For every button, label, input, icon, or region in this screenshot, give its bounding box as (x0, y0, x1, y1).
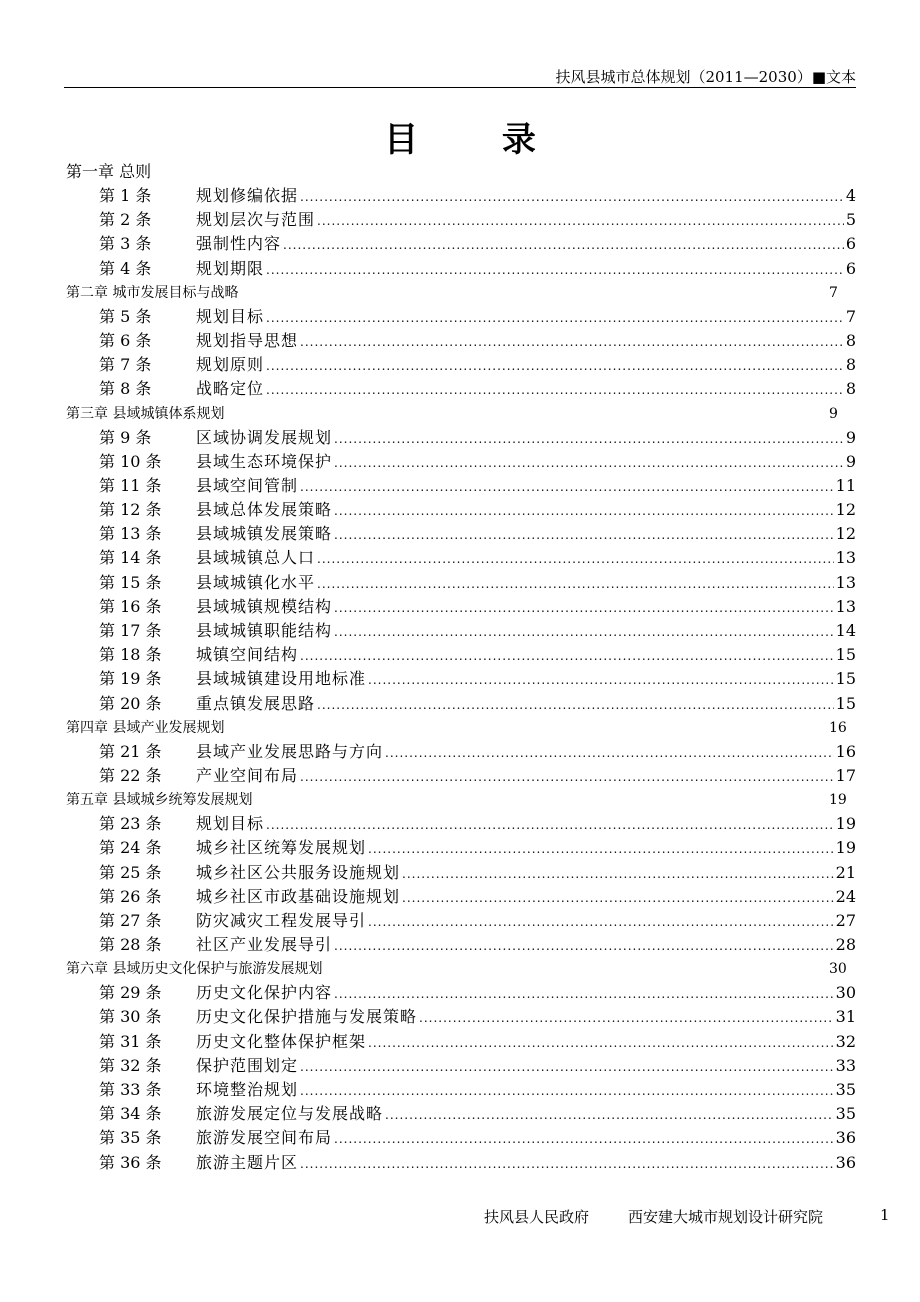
article-entry (196, 1005, 856, 1030)
dot-leader (300, 185, 844, 209)
article-number: 第 14 条 (99, 548, 162, 568)
header-rule (64, 87, 856, 88)
article-number: 第 10 条 (99, 451, 162, 471)
toc-article[interactable] (66, 643, 856, 667)
toc-article[interactable] (66, 1151, 856, 1175)
article-page-number: 16 (835, 741, 856, 761)
article-entry (196, 1151, 856, 1176)
article-entry (196, 184, 856, 209)
article-title: 县域产业发展思路与方向 (196, 741, 384, 761)
article-number: 第 6 条 (99, 330, 152, 350)
dot-leader (385, 741, 834, 765)
article-entry (196, 450, 856, 475)
article-number: 第 11 条 (99, 475, 162, 495)
article-page-number: 28 (835, 935, 856, 955)
dot-leader (368, 1031, 834, 1055)
article-title: 环境整治规划 (196, 1080, 299, 1099)
article-number: 第 21 条 (99, 741, 162, 761)
article-number: 第 29 条 (99, 983, 162, 1003)
toc-article[interactable] (66, 305, 856, 329)
table-of-contents (66, 160, 856, 1175)
toc-article[interactable] (66, 546, 856, 570)
toc-article[interactable] (66, 885, 856, 909)
article-entry (196, 1102, 856, 1127)
article-entry (196, 619, 856, 644)
article-entry (196, 353, 856, 378)
article-title: 县域城镇规模结构 (196, 596, 333, 616)
dot-leader (300, 475, 834, 499)
dot-leader (317, 693, 834, 717)
running-header: 扶风县城市总体规划（2011—2030）■文本 (555, 68, 856, 86)
article-page-number: 17 (835, 765, 856, 785)
toc-article[interactable] (66, 909, 856, 933)
article-number: 第 22 条 (99, 765, 162, 785)
toc-article[interactable] (66, 377, 856, 401)
article-number: 第 16 条 (99, 596, 162, 616)
toc-chapter[interactable] (66, 957, 856, 981)
chapter-title: 第一章 总则 (66, 162, 152, 181)
article-page-number: 14 (835, 621, 856, 640)
article-page-number: 15 (835, 693, 856, 713)
dot-leader (334, 596, 834, 620)
article-entry (196, 426, 856, 451)
footer-government: 扶风县人民政府 (484, 1208, 590, 1226)
dot-leader (419, 1006, 834, 1030)
article-number: 第 30 条 (99, 1007, 162, 1027)
article-title: 规划目标 (196, 814, 265, 834)
dot-leader (300, 644, 834, 668)
article-title: 重点镇发展思路 (196, 693, 316, 713)
dot-leader (266, 354, 844, 378)
dot-leader (368, 837, 834, 861)
article-entry (196, 933, 856, 958)
article-entry (196, 1054, 856, 1079)
toc-article[interactable] (66, 474, 856, 498)
article-page-number: 30 (835, 983, 856, 1003)
article-page-number: 6 (845, 234, 856, 254)
dot-leader (283, 233, 844, 257)
chapter-page-number: 9 (829, 405, 838, 422)
toc-article[interactable] (66, 933, 856, 957)
toc-article[interactable] (66, 1030, 856, 1054)
article-title: 县域城镇发展策略 (196, 524, 333, 544)
page-title: 目 录 (384, 120, 572, 160)
article-title: 防灾减灾工程发展导引 (196, 910, 367, 930)
article-title: 规划原则 (196, 355, 265, 375)
toc-article[interactable] (66, 1126, 856, 1150)
article-title: 社区产业发展导引 (196, 935, 333, 955)
toc-article[interactable] (66, 450, 856, 474)
article-number: 第 36 条 (99, 1152, 162, 1172)
article-title: 保护范围划定 (196, 1055, 299, 1075)
article-page-number: 8 (845, 379, 856, 399)
article-entry (196, 692, 856, 717)
dot-leader (334, 523, 834, 547)
article-title: 历史文化整体保护框架 (196, 1031, 367, 1051)
toc-chapter[interactable] (66, 281, 856, 305)
article-number: 第 26 条 (99, 886, 162, 906)
article-page-number: 19 (835, 838, 856, 858)
article-entry (196, 498, 856, 523)
article-number: 第 27 条 (99, 910, 162, 930)
article-entry (196, 909, 856, 934)
article-entry (196, 885, 856, 910)
toc-article[interactable] (66, 232, 856, 256)
article-number: 第 23 条 (99, 814, 162, 834)
dot-leader (334, 499, 834, 523)
article-page-number: 19 (835, 814, 856, 834)
dot-leader (300, 765, 834, 789)
article-entry (196, 1030, 856, 1055)
dot-leader (266, 378, 844, 402)
article-page-number: 8 (845, 355, 856, 375)
article-title: 历史文化保护内容 (196, 983, 333, 1003)
chapter-title: 第六章 县域历史文化保护与旅游发展规划 (66, 961, 323, 978)
article-page-number: 35 (835, 1104, 856, 1124)
article-page-number: 13 (835, 548, 856, 568)
article-title: 县域生态环境保护 (196, 451, 333, 471)
toc-article[interactable] (66, 329, 856, 353)
article-entry (196, 595, 856, 620)
dot-leader (266, 813, 834, 837)
article-entry (196, 571, 856, 596)
toc-article[interactable] (66, 619, 856, 643)
article-page-number: 7 (845, 306, 856, 326)
article-title: 县域城镇总人口 (196, 548, 316, 568)
article-entry (196, 232, 856, 257)
dot-leader (368, 910, 834, 934)
article-title: 历史文化保护措施与发展策略 (196, 1007, 418, 1027)
toc-article[interactable] (66, 764, 856, 788)
article-entry (196, 474, 856, 499)
chapter-title: 第三章 县域城镇体系规划 (66, 405, 225, 422)
toc-article[interactable] (66, 740, 856, 764)
article-page-number: 13 (835, 572, 856, 592)
article-entry (196, 329, 856, 354)
article-page-number: 31 (835, 1007, 856, 1027)
footer-page-number: 1 (880, 1206, 890, 1224)
article-entry (196, 377, 856, 402)
article-title: 城乡社区统筹发展规划 (196, 838, 367, 858)
article-page-number: 13 (835, 596, 856, 616)
dot-leader (334, 982, 834, 1006)
chapter-title: 第四章 县域产业发展规划 (66, 719, 225, 736)
dot-leader (334, 1127, 834, 1151)
article-page-number: 36 (835, 1128, 856, 1148)
article-number: 第 15 条 (99, 572, 162, 592)
article-number: 第 24 条 (99, 838, 162, 858)
article-number: 第 28 条 (99, 935, 162, 955)
chapter-page-number: 30 (829, 961, 847, 978)
article-title: 战略定位 (196, 379, 265, 399)
article-page-number: 6 (845, 258, 856, 278)
article-page-number: 32 (835, 1031, 856, 1051)
toc-article[interactable] (66, 1005, 856, 1029)
article-number: 第 31 条 (99, 1031, 162, 1051)
article-entry (196, 812, 856, 837)
dot-leader (317, 547, 834, 571)
article-page-number: 12 (835, 500, 856, 520)
dot-leader (317, 209, 844, 233)
dot-leader (266, 258, 844, 282)
article-title: 城乡社区市政基础设施规划 (196, 886, 401, 906)
dot-leader (334, 934, 834, 958)
article-title: 县域城镇建设用地标准 (196, 669, 367, 689)
article-page-number: 5 (845, 210, 856, 230)
chapter-page-number: 16 (829, 719, 847, 736)
article-entry (196, 764, 856, 789)
article-page-number: 8 (845, 330, 856, 350)
toc-chapter[interactable] (66, 402, 856, 426)
article-page-number: 15 (835, 645, 856, 665)
article-title: 城乡社区公共服务设施规划 (196, 862, 401, 882)
chapter-title: 第五章 县域城乡统筹发展规划 (66, 792, 253, 809)
dot-leader (402, 862, 834, 886)
article-title: 规划指导思想 (196, 330, 299, 350)
toc-article[interactable] (66, 208, 856, 232)
toc-article[interactable] (66, 571, 856, 595)
article-entry (196, 1126, 856, 1151)
article-title: 区域协调发展规划 (196, 427, 333, 447)
article-number: 第 9 条 (99, 427, 152, 447)
article-number: 第 20 条 (99, 693, 162, 713)
toc-article[interactable] (66, 1078, 856, 1102)
article-title: 县域总体发展策略 (196, 500, 333, 520)
toc-article[interactable] (66, 812, 856, 836)
article-number: 第 3 条 (99, 234, 152, 254)
toc-chapter[interactable] (66, 788, 856, 812)
article-entry (196, 257, 856, 282)
article-title: 规划层次与范围 (196, 210, 316, 230)
toc-article[interactable] (66, 861, 856, 885)
article-number: 第 5 条 (99, 306, 152, 326)
article-title: 旅游发展空间布局 (196, 1128, 333, 1148)
article-page-number: 35 (835, 1080, 856, 1099)
article-page-number: 11 (835, 475, 856, 495)
article-number: 第 13 条 (99, 524, 162, 544)
toc-article[interactable] (66, 498, 856, 522)
dot-leader (385, 1103, 834, 1127)
article-number: 第 35 条 (99, 1128, 162, 1148)
article-number: 第 25 条 (99, 862, 162, 882)
chapter-page-number: 19 (829, 792, 847, 809)
article-title: 县域城镇化水平 (196, 572, 316, 592)
toc-article[interactable] (66, 836, 856, 860)
article-title: 县域城镇职能结构 (196, 621, 333, 640)
article-entry (196, 740, 856, 765)
article-entry (196, 305, 856, 330)
article-number: 第 17 条 (99, 621, 162, 640)
article-entry (196, 643, 856, 668)
article-number: 第 12 条 (99, 500, 162, 520)
toc-article[interactable] (66, 522, 856, 546)
dot-leader (300, 330, 844, 354)
article-entry (196, 546, 856, 571)
toc-article[interactable] (66, 426, 856, 450)
toc-article[interactable] (66, 257, 856, 281)
article-title: 规划修编依据 (196, 186, 299, 205)
article-number: 第 33 条 (99, 1080, 162, 1099)
dot-leader (402, 886, 834, 910)
toc-article[interactable] (66, 981, 856, 1005)
dot-leader (334, 620, 834, 644)
toc-article[interactable] (66, 692, 856, 716)
article-number: 第 19 条 (99, 669, 162, 689)
article-title: 规划期限 (196, 258, 265, 278)
article-entry (196, 667, 856, 692)
article-number: 第 18 条 (99, 645, 162, 665)
toc-article[interactable] (66, 1102, 856, 1126)
dot-leader (266, 306, 844, 330)
toc-article[interactable] (66, 184, 856, 208)
article-page-number: 9 (845, 451, 856, 471)
dot-leader (300, 1152, 834, 1176)
article-page-number: 12 (835, 524, 856, 544)
article-number: 第 4 条 (99, 258, 152, 278)
toc-article[interactable] (66, 667, 856, 691)
article-title: 县域空间管制 (196, 475, 299, 495)
article-page-number: 9 (845, 427, 856, 447)
article-entry (196, 522, 856, 547)
toc-article[interactable] (66, 1054, 856, 1078)
chapter-title: 第二章 城市发展目标与战略 (66, 284, 239, 301)
article-title: 旅游发展定位与发展战略 (196, 1104, 384, 1124)
toc-chapter[interactable] (66, 160, 856, 184)
article-page-number: 27 (835, 910, 856, 930)
dot-leader (334, 427, 844, 451)
article-number: 第 8 条 (99, 379, 152, 399)
article-page-number: 36 (835, 1152, 856, 1172)
article-page-number: 33 (835, 1055, 856, 1075)
dot-leader (300, 1055, 834, 1079)
article-number: 第 7 条 (99, 355, 152, 375)
toc-article[interactable] (66, 595, 856, 619)
article-number: 第 2 条 (99, 210, 152, 230)
article-page-number: 24 (835, 886, 856, 906)
article-entry (196, 861, 856, 886)
dot-leader (334, 451, 844, 475)
article-number: 第 1 条 (99, 186, 152, 205)
article-entry (196, 208, 856, 233)
article-page-number: 15 (835, 669, 856, 689)
article-entry (196, 836, 856, 861)
dot-leader (300, 1079, 834, 1103)
dot-leader (317, 572, 834, 596)
article-entry (196, 981, 856, 1006)
article-number: 第 32 条 (99, 1055, 162, 1075)
toc-article[interactable] (66, 353, 856, 377)
chapter-page-number: 7 (829, 284, 838, 301)
article-page-number: 4 (845, 186, 856, 205)
footer-institute: 西安建大城市规划设计研究院 (628, 1208, 824, 1226)
article-number: 第 34 条 (99, 1104, 162, 1124)
article-page-number: 21 (835, 862, 856, 882)
article-entry (196, 1078, 856, 1103)
article-title: 城镇空间结构 (196, 645, 299, 665)
article-title: 强制性内容 (196, 234, 282, 254)
toc-chapter[interactable] (66, 716, 856, 740)
dot-leader (368, 668, 834, 692)
article-title: 产业空间布局 (196, 765, 299, 785)
article-title: 旅游主题片区 (196, 1152, 299, 1172)
article-title: 规划目标 (196, 306, 265, 326)
